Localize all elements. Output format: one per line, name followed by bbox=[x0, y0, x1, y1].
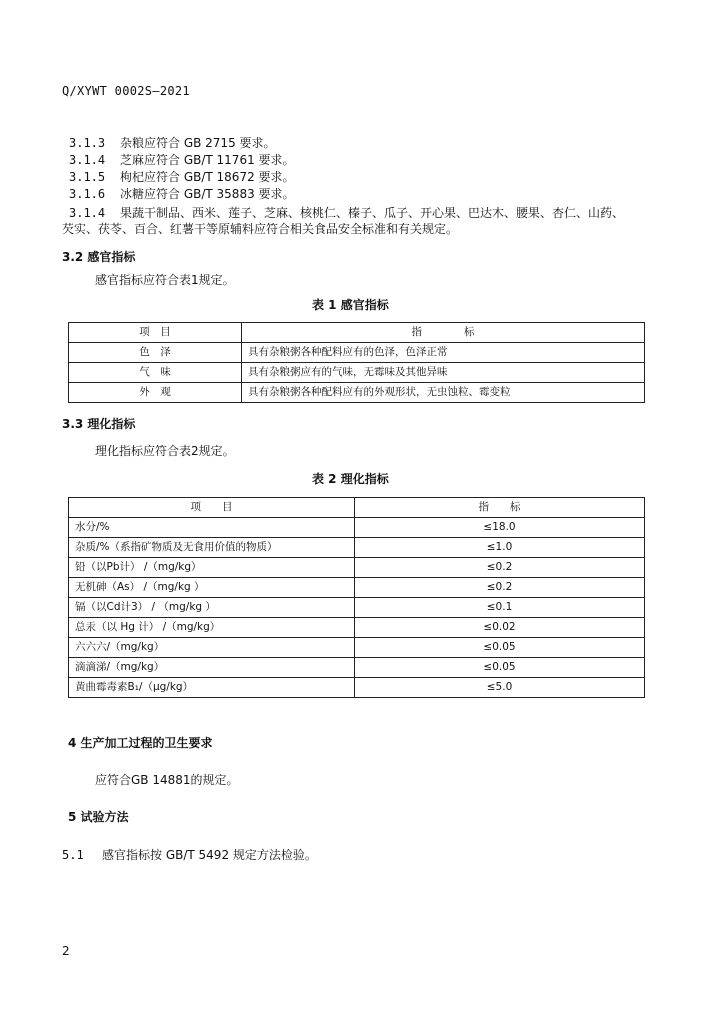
table-row bbox=[69, 578, 645, 598]
table-header-row bbox=[69, 498, 645, 518]
clause-number: 3.1.3 bbox=[69, 136, 106, 150]
table-cell: ≤5.0 bbox=[355, 678, 645, 698]
table-cell: 水分/% bbox=[69, 518, 355, 538]
table-header-cell: 项 目 bbox=[69, 498, 355, 518]
clause-number: 5.1 bbox=[62, 848, 84, 862]
table-cell: ≤0.02 bbox=[355, 618, 645, 638]
table-row bbox=[69, 678, 645, 698]
table-cell: 气 味 bbox=[69, 363, 242, 383]
table-header-cell: 指 标 bbox=[242, 323, 645, 343]
table-cell: 杂质/%（系指矿物质及无食用价值的物质） bbox=[69, 538, 355, 558]
section-4-title: 4 生产加工过程的卫生要求 bbox=[68, 736, 213, 750]
clause-text: 感官指标按 GB/T 5492 规定方法检验。 bbox=[102, 848, 317, 862]
page-number: 2 bbox=[62, 944, 70, 958]
table-cell: ≤0.05 bbox=[355, 658, 645, 678]
document-code: Q/XYWT 0002S—2021 bbox=[62, 84, 190, 98]
table-cell: 滴滴涕/（mg/kg） bbox=[69, 658, 355, 678]
table-header-cell: 指 标 bbox=[355, 498, 645, 518]
table-cell: 色 泽 bbox=[69, 343, 242, 363]
clause-number: 3.1.4 bbox=[69, 153, 106, 167]
section-3-2-text: 感官指标应符合表1规定。 bbox=[95, 273, 235, 287]
table-row bbox=[69, 598, 645, 618]
clause-text: 枸杞应符合 GB/T 18672 要求。 bbox=[120, 170, 295, 184]
table-physicochemical bbox=[68, 497, 645, 698]
table-cell: 外 观 bbox=[69, 383, 242, 403]
table-row bbox=[69, 518, 645, 538]
table-row bbox=[69, 618, 645, 638]
section-3-2-title: 3.2 感官指标 bbox=[62, 250, 136, 264]
table-row bbox=[69, 538, 645, 558]
table-cell: 具有杂粮粥各种配料应有的外观形状，无虫蚀粒、霉变粒 bbox=[242, 383, 645, 403]
table-row bbox=[69, 638, 645, 658]
table-header-cell: 项 目 bbox=[69, 323, 242, 343]
table-cell: 镉（以Cd计3） / （mg/kg ） bbox=[69, 598, 355, 618]
table-cell: 总汞（以 Hg 计） /（mg/kg） bbox=[69, 618, 355, 638]
clause-3-1-3 bbox=[69, 134, 276, 151]
table-cell: ≤1.0 bbox=[355, 538, 645, 558]
section-3-3-title: 3.3 理化指标 bbox=[62, 417, 136, 431]
table-cell: ≤18.0 bbox=[355, 518, 645, 538]
table-cell: ≤0.2 bbox=[355, 578, 645, 598]
clause-number: 3.1.6 bbox=[69, 187, 106, 201]
clause-text: 冰糖应符合 GB/T 35883 要求。 bbox=[120, 187, 295, 201]
table-cell: 黄曲霉毒素B₁/（μg/kg） bbox=[69, 678, 355, 698]
table-cell: 具有杂粮粥应有的气味，无霉味及其他异味 bbox=[242, 363, 645, 383]
table2-caption: 表 2 理化指标 bbox=[312, 472, 389, 486]
table-cell: 六六六/（mg/kg） bbox=[69, 638, 355, 658]
section-3-3-text: 理化指标应符合表2规定。 bbox=[95, 444, 235, 458]
table-cell: ≤0.05 bbox=[355, 638, 645, 658]
table-row bbox=[69, 558, 645, 578]
table-row bbox=[69, 383, 645, 403]
clause-number: 3.1.5 bbox=[69, 170, 106, 184]
table-row bbox=[69, 343, 645, 363]
clause-long-line-1 bbox=[69, 204, 624, 221]
clause-text: 芝麻应符合 GB/T 11761 要求。 bbox=[120, 153, 295, 167]
clause-3-1-5 bbox=[69, 168, 295, 185]
clause-3-1-4 bbox=[69, 151, 295, 168]
table-cell: 铅（以Pb计） /（mg/kg） bbox=[69, 558, 355, 578]
table-row bbox=[69, 658, 645, 678]
clause-5-1 bbox=[62, 846, 317, 863]
clause-text: 杂粮应符合 GB 2715 要求。 bbox=[120, 136, 276, 150]
table-header-row bbox=[69, 323, 645, 343]
table-cell: ≤0.1 bbox=[355, 598, 645, 618]
section-4-text: 应符合GB 14881的规定。 bbox=[95, 773, 239, 787]
table1-caption: 表 1 感官指标 bbox=[312, 298, 389, 312]
section-5-title: 5 试验方法 bbox=[68, 810, 129, 824]
table-cell: 具有杂粮粥各种配料应有的色泽，色泽正常 bbox=[242, 343, 645, 363]
table-cell: ≤0.2 bbox=[355, 558, 645, 578]
clause-number: 3.1.4 bbox=[69, 206, 106, 220]
clause-3-1-6 bbox=[69, 185, 295, 202]
table-cell: 无机砷（As） /（mg/kg ） bbox=[69, 578, 355, 598]
table-sensory bbox=[68, 322, 645, 403]
table-row bbox=[69, 363, 645, 383]
clause-text: 果蔬干制品、西米、莲子、芝麻、核桃仁、榛子、瓜子、开心果、巴达木、腰果、杏仁、山药、 bbox=[120, 206, 625, 220]
clause-long-line-2: 芡实、茯苓、百合、红薯干等原辅料应符合相关食品安全标准和有关规定。 bbox=[62, 222, 459, 236]
